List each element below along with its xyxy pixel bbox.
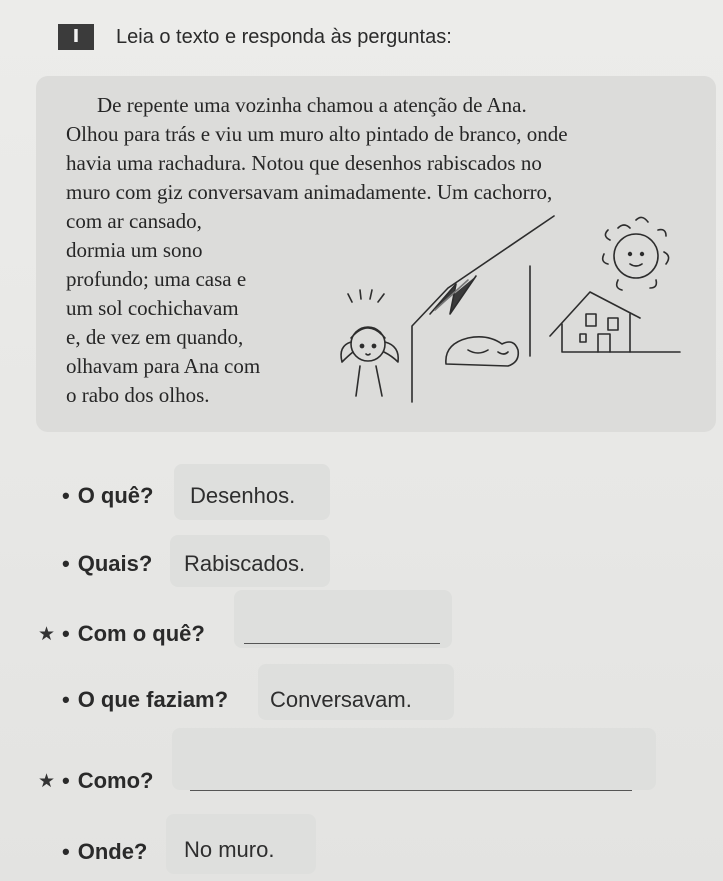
answer-text: Conversavam. <box>270 687 412 712</box>
question-o-que-faziam <box>62 687 228 713</box>
house-drawing <box>550 292 680 352</box>
bullet-icon: • <box>62 483 70 508</box>
exercise-number-badge: I <box>58 24 94 50</box>
story-line: dormia um sono <box>66 238 203 262</box>
bullet-icon: • <box>62 687 70 712</box>
sun-drawing <box>603 217 669 290</box>
question-label: O que faziam? <box>77 687 229 712</box>
answer-blank-line[interactable] <box>190 790 632 791</box>
question-label: Onde? <box>77 839 148 864</box>
question-onde <box>62 839 147 865</box>
story-line: De repente uma vozinha chamou a atenção de Ana. <box>97 93 527 117</box>
answer-blank-line[interactable] <box>244 643 440 644</box>
story-line: olhavam para Ana com <box>66 354 261 378</box>
question-quais <box>62 551 152 577</box>
dog-drawing <box>446 337 518 366</box>
star-icon: ★ <box>38 771 56 792</box>
answer-box <box>172 728 656 790</box>
story-line: muro com giz conversavam animadamente. Um cachorro, <box>66 180 553 204</box>
bullet-icon: • <box>62 551 70 576</box>
story-line: havia uma rachadura. Notou que desenhos rabiscados no <box>66 151 542 175</box>
answer-text: Desenhos. <box>190 483 296 508</box>
question-com-o-que <box>62 621 205 647</box>
answer-text: No muro. <box>184 837 275 862</box>
star-icon: ★ <box>38 624 56 645</box>
story-line: profundo; uma casa e <box>66 267 247 291</box>
bullet-icon: • <box>62 768 70 793</box>
story-line: um sol cochichavam <box>66 296 239 320</box>
story-line: e, de vez em quando, <box>66 325 244 349</box>
question-label: Quais? <box>77 551 153 576</box>
question-label: Com o quê? <box>77 621 205 646</box>
answer-box <box>234 590 452 648</box>
question-como <box>62 768 153 794</box>
story-line: com ar cansado, <box>66 209 202 233</box>
story-line: Olhou para trás e viu um muro alto pintado de branco, onde <box>66 122 568 146</box>
answer-text: Rabiscados. <box>184 551 306 576</box>
bullet-icon: • <box>62 839 70 864</box>
question-label: O quê? <box>77 483 154 508</box>
question-label: Como? <box>77 768 154 793</box>
exercise-instruction: Leia o texto e responda às perguntas: <box>116 26 452 48</box>
girl-drawing <box>341 290 398 396</box>
story-line: o rabo dos olhos. <box>66 383 210 407</box>
question-o-que <box>62 483 153 509</box>
story-illustration <box>318 206 700 406</box>
bullet-icon: • <box>62 621 70 646</box>
